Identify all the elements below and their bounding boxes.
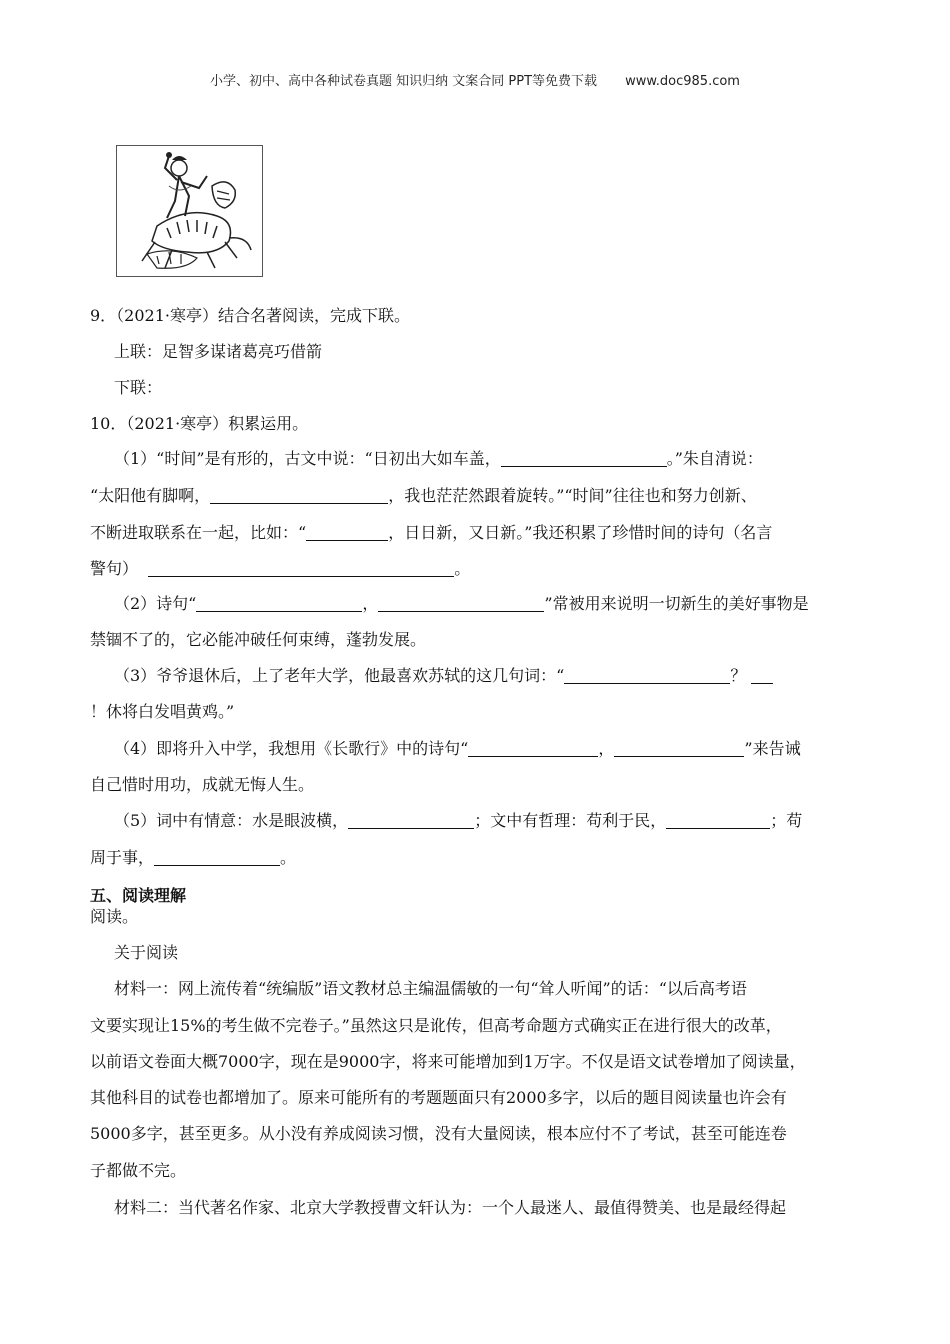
- q9-lower: 下联：: [114, 378, 163, 397]
- q10-p2-text-b: ，: [362, 594, 379, 613]
- q10-p4-line2: 自己惜时用功，成就无悔人生。: [90, 775, 315, 794]
- q10-p1-line1: [114, 449, 763, 469]
- q10-p1-text-h: 。: [454, 559, 471, 578]
- q10-stem: 10．（2021·寒亭）积累运用。: [90, 414, 309, 433]
- material1-line1: 材料一：网上流传着“统编版”语文教材总主编温儒敏的一句“耸人听闻”的话：“以后高考语: [114, 979, 747, 998]
- q10-p3-line2: ！休将白发唱黄鸡。”: [90, 702, 235, 721]
- material2-line1: 材料二：当代著名作家、北京大学教授曹文轩认为：一个人最迷人、最值得赞美、也是最经得起: [114, 1198, 787, 1217]
- q10-p2-text-a: （2）诗句“: [114, 594, 197, 613]
- q10-p3-text-a: （3）爷爷退休后，上了老年大学，他最喜欢苏轼的这几句词：“: [114, 666, 565, 685]
- answer-blank[interactable]: [614, 740, 744, 757]
- q10-p4-text-a: （4）即将升入中学，我想用《长歌行》中的诗句“: [114, 739, 469, 758]
- header-text: 小学、初中、高中各种试卷真题 知识归纳 文案合同 PPT等免费下载: [210, 74, 598, 89]
- q10-p1-text-c: “太阳他有脚啊，: [90, 486, 211, 505]
- material1-line3: 以前语文卷面大概7000字，现在是9000字，将来可能增加到1万字。不仅是语文试卷增加了阅读量，: [90, 1052, 806, 1071]
- q10-p2-line2: 禁锢不了的，它必能冲破任何束缚，蓬勃发展。: [90, 630, 427, 649]
- q10-p4-text-b: ，: [598, 739, 615, 758]
- page-header: [0, 70, 950, 89]
- q10-p4-text-c: ”来告诫: [744, 739, 801, 758]
- q10-p1-text-d: ，我也茫茫然跟着旋转。”“时间”往往也和努力创新、: [388, 486, 757, 505]
- q10-p4-line1: [114, 739, 801, 759]
- q10-p1-text-g: 警句）: [90, 559, 139, 578]
- answer-blank[interactable]: [306, 524, 388, 541]
- material1-line5: 5000多字，甚至更多。从小没有养成阅读习惯，没有大量阅读，根本应付不了考试，甚至可能连卷: [90, 1124, 787, 1143]
- article-title: 关于阅读: [114, 943, 179, 962]
- section-intro: 阅读。: [90, 907, 139, 926]
- answer-blank[interactable]: [210, 487, 388, 504]
- q9-stem: 9．（2021·寒亭）结合名著阅读，完成下联。: [90, 306, 410, 325]
- answer-blank[interactable]: [154, 849, 280, 866]
- tiger-illustration-drawing: [117, 146, 262, 276]
- answer-blank[interactable]: [378, 595, 544, 612]
- answer-blank[interactable]: [751, 667, 773, 684]
- material1-line6: 子都做不完。: [90, 1161, 187, 1180]
- q10-p1-text-e: 不断进取联系在一起，比如：“: [90, 523, 307, 542]
- q10-p5-text-c: ；苟: [770, 811, 803, 830]
- answer-blank[interactable]: [468, 740, 598, 757]
- answer-blank[interactable]: [564, 667, 730, 684]
- material1-line4: 其他科目的试卷也都增加了。原来可能所有的考题题面只有2000多字，以后的题目阅读量也许会有: [90, 1088, 787, 1107]
- q10-p5-text-a: （5）词中有情意：水是眼波横，: [114, 811, 349, 830]
- section-title: 五、阅读理解: [90, 886, 187, 905]
- q10-p5-text-e: 。: [280, 848, 297, 867]
- q10-p5-line1: [114, 811, 802, 831]
- q9-upper: 上联：足智多谋诸葛亮巧借箭: [114, 342, 323, 361]
- answer-blank[interactable]: [501, 450, 667, 467]
- q10-p5-text-d: 周于事，: [90, 848, 155, 867]
- q10-p1-line3: [90, 523, 772, 543]
- q10-p3-line1: [114, 666, 773, 686]
- q10-p1-text-b: 。”朱自清说：: [666, 449, 763, 468]
- q10-p2-line1: [114, 594, 809, 614]
- q10-p1-line2: [90, 486, 757, 506]
- q10-p1-text-a: （1）“时间”是有形的，古文中说：“日初出大如车盖，: [114, 449, 501, 468]
- q10-p3-text-b: ？: [730, 666, 747, 685]
- tiger-illustration: [116, 145, 263, 277]
- answer-blank[interactable]: [666, 812, 770, 829]
- answer-blank[interactable]: [148, 560, 454, 577]
- answer-blank[interactable]: [196, 595, 362, 612]
- q10-p1-line4: [90, 559, 470, 579]
- q10-p5-line2: [90, 848, 296, 868]
- q10-p5-text-b: ；文中有哲理：苟利于民，: [474, 811, 667, 830]
- q10-p1-text-f: ，日日新，又日新。”我还积累了珍惜时间的诗句（名言: [388, 523, 773, 542]
- material1-line2: 文要实现让15%的考生做不完卷子。”虽然这只是讹传，但高考命题方式确实正在进行很大的改革，: [90, 1016, 782, 1035]
- header-site: www.doc985.com: [625, 74, 740, 89]
- answer-blank[interactable]: [348, 812, 474, 829]
- q10-p2-text-c: ”常被用来说明一切新生的美好事物是: [544, 594, 809, 613]
